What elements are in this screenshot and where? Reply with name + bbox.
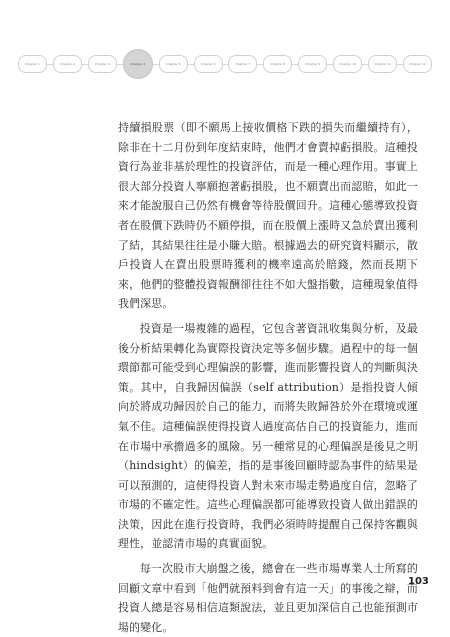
chapter-tab-4[interactable]: Chapter 4 bbox=[123, 49, 153, 79]
chapter-tab-2[interactable]: Chapter 2 bbox=[53, 55, 82, 73]
chapter-tab-7[interactable]: Chapter 7 bbox=[228, 55, 257, 73]
chapter-tab-3[interactable]: Chapter 3 bbox=[88, 55, 117, 73]
page-number: 103 bbox=[408, 576, 429, 587]
chapter-tab-12[interactable]: Chapter 12 bbox=[403, 55, 432, 73]
chapter-tab-6[interactable]: Chapter 6 bbox=[194, 55, 223, 73]
chapter-tab-11[interactable]: Chapter 11 bbox=[368, 55, 397, 73]
chapter-tab-10[interactable]: Chapter 10 bbox=[333, 55, 362, 73]
paragraph-3: 每一次股市大崩盤之後，總會在一些市場專業人士所寫的回顧文章中看到「他們就預料到會有這一天」的事後之辯，而投資人總是容易相信這類說法，並且更加深信自己也能預測市場的變化。 bbox=[118, 562, 418, 634]
paragraph-2: 投資是一場複雜的過程，它包含著資訊收集與分析，及最後分析結果轉化為實際投資決定等多個步驟。過程中的每一個環節都可能受到心理偏誤的影響，進而影響投資人的判斷與決策。其中，自我歸因偏誤（self attribution）是指投資人傾向於將成功歸因於自己的能力，而將失敗歸咎於外在環境或運氣不佳。這種偏誤使得投資人過度高估自己的投資能力，進而在市場中承擔過多的風險。另一種常見的心理偏誤是後見之明（hindsight）的偏差，指的是事後回顧時認為事件的結果是可以預測的，這使得投資人對未來市場走勢過度自信，忽略了市場的不確定性。這些心理偏誤都可能導致投資人做出錯誤的決策，因此在進行投資時，我們必須時時提醒自己保持客觀與理性，並認清市場的真實面貌。 bbox=[118, 321, 418, 551]
chapter-nav bbox=[18, 55, 432, 73]
body-text bbox=[118, 118, 418, 637]
paragraph-1: 持續損股票（即不願馬上接收價格下跌的損失而繼續持有），除非在十二月份到年度結束時，他們才會賣掉虧損股。這種投資行為並非基於理性的投資評估，而是一種心理作用。事實上很大部分投資人寧願抱著虧損股，也不願賣出而認賠，如此一來才能說服自己仍然有機會等待股價回升。這種心態導致投資者在股價下跌時仍不願停損，而在股價上漲時又急於賣出獲利了結，其結果往往是小賺大賠。根據過去的研究資料顯示，散戶投資人在賣出股票時獲利的機率遠高於賠錢，然而長期下來，他們的整體投資報酬卻往往不如大盤指數，這種現象值得我們深思。 bbox=[118, 121, 418, 311]
chapter-tab-1[interactable]: Chapter 1 bbox=[18, 55, 47, 73]
chapter-tab-5[interactable]: Chapter 5 bbox=[159, 55, 188, 73]
chapter-tab-9[interactable]: Chapter 9 bbox=[298, 55, 327, 73]
chapter-tab-8[interactable]: Chapter 8 bbox=[263, 55, 292, 73]
